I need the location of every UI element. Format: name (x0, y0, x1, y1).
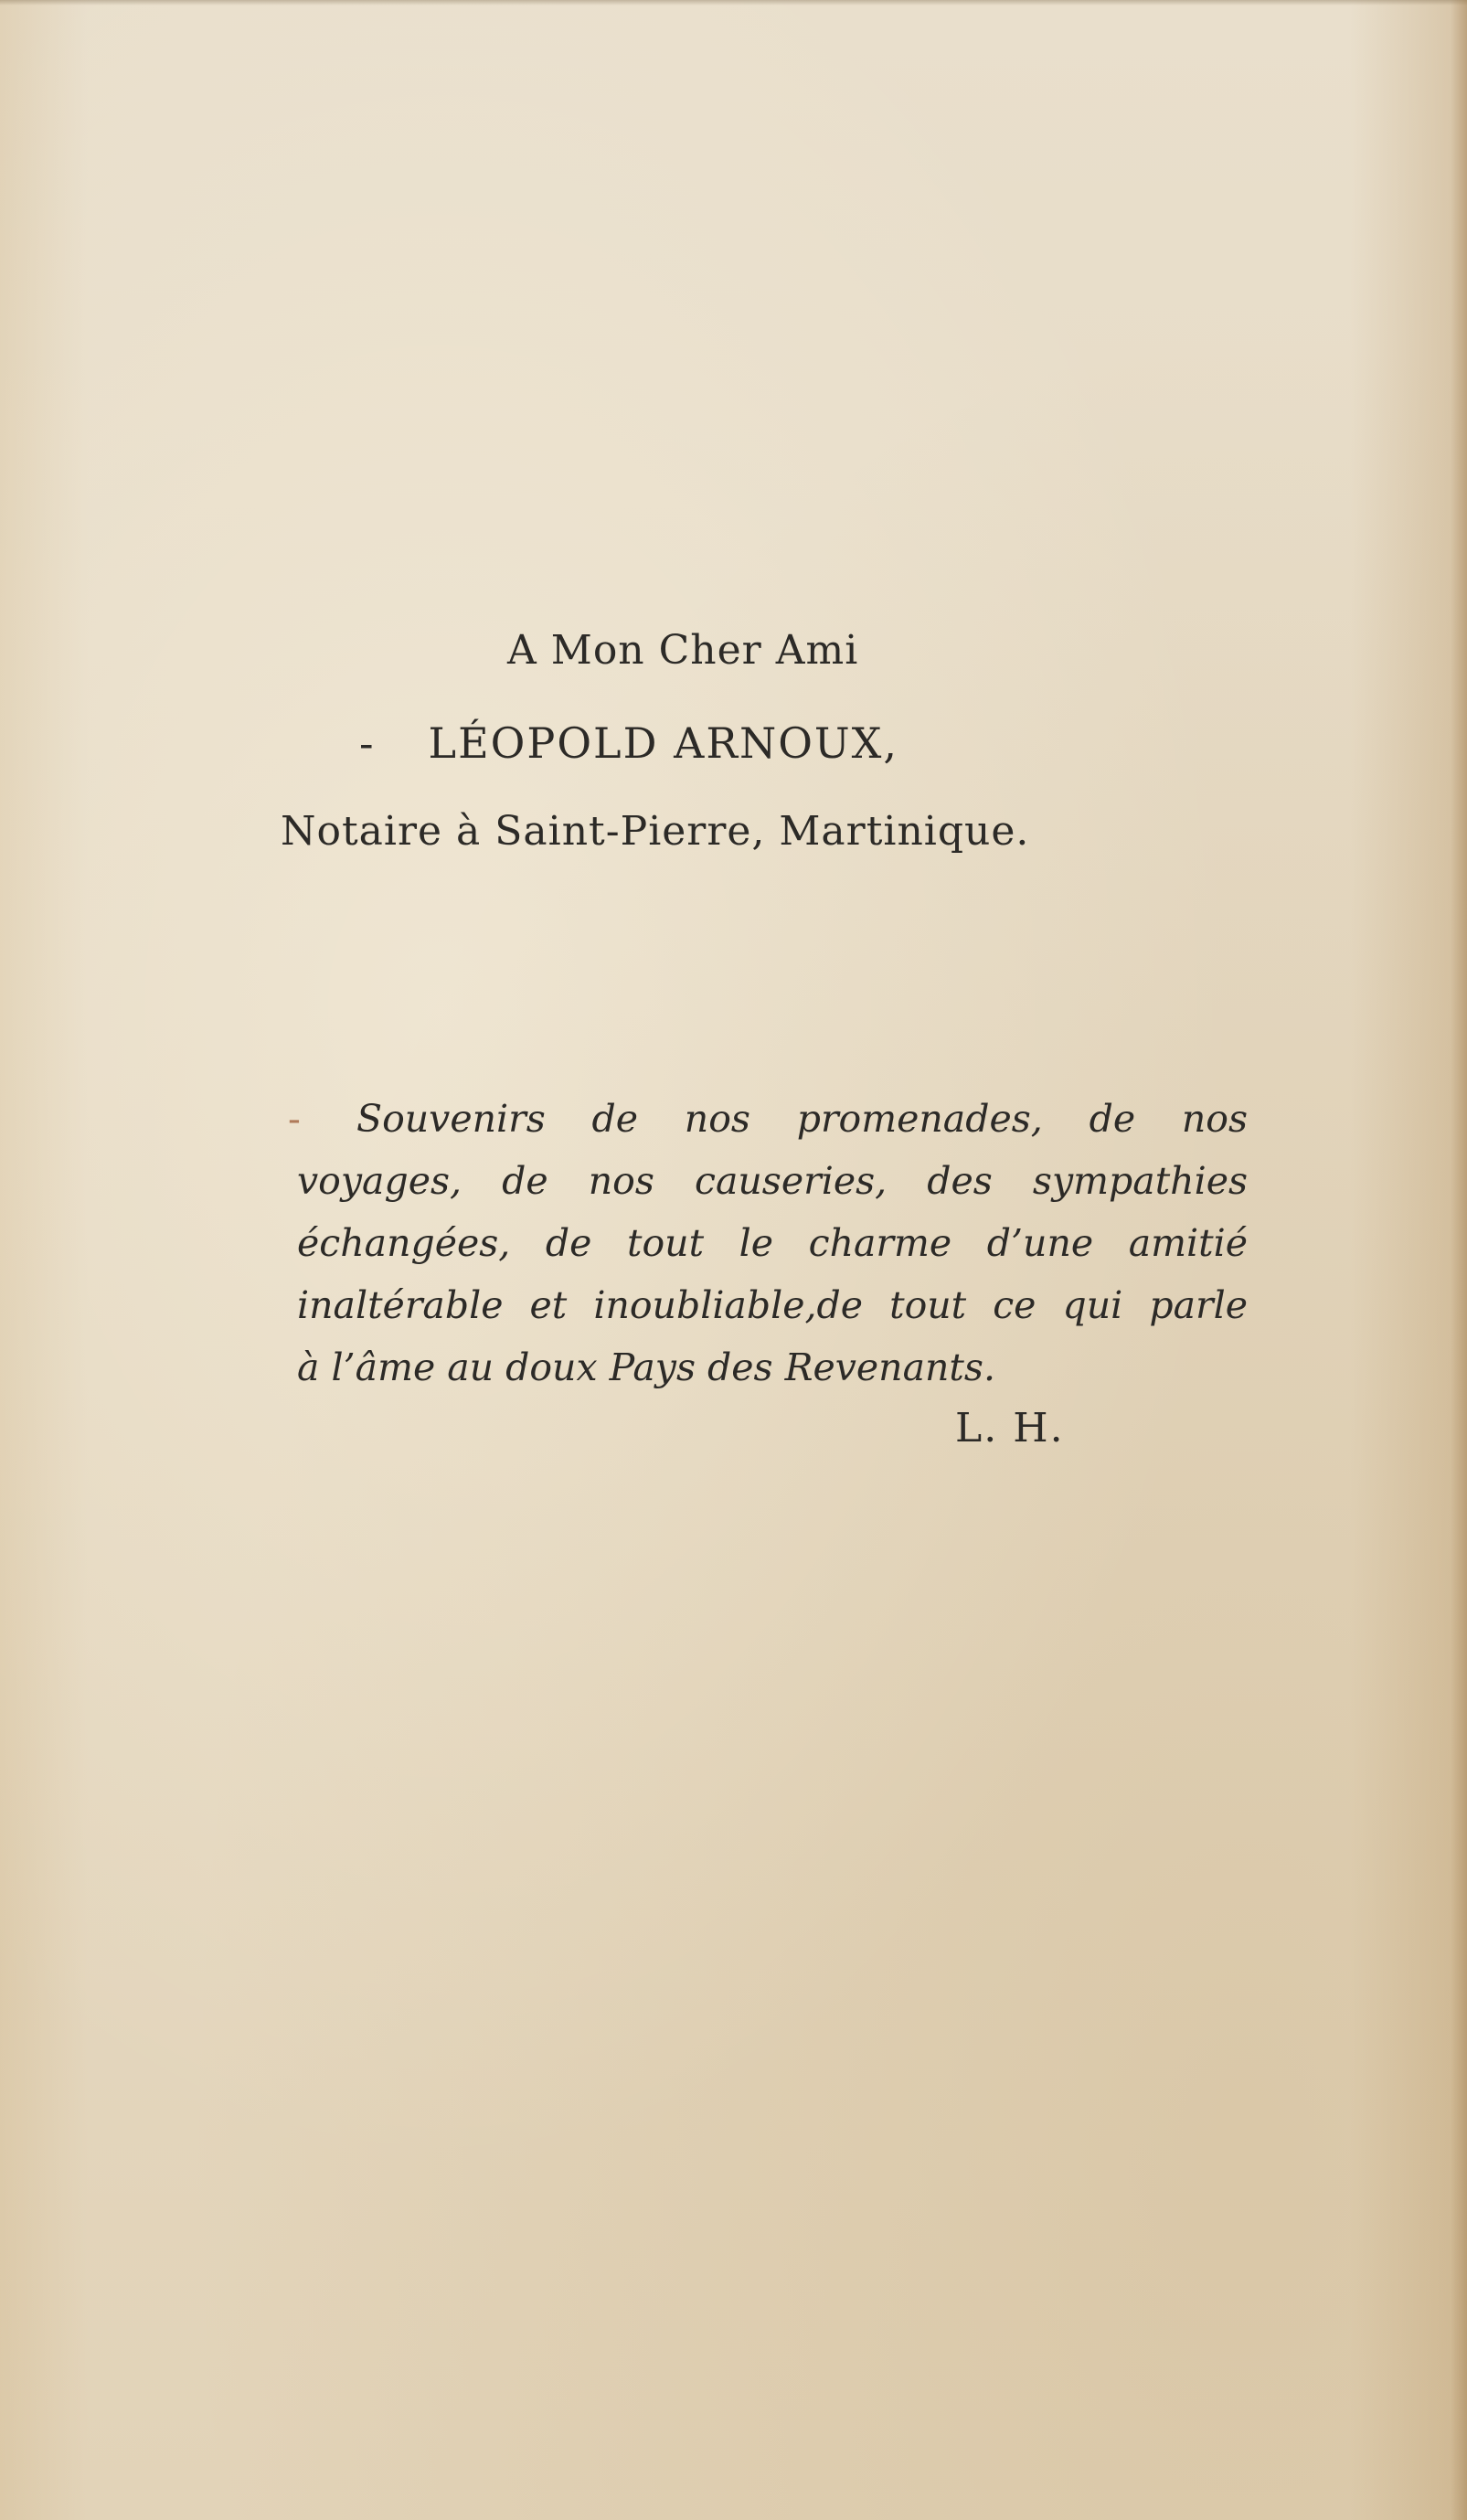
dedication-text (288, 1088, 1248, 1398)
dedication-line-2: voyages, de nos causeries, des sympathies (297, 1159, 1248, 1203)
dedication-line-1: Souvenirs de nos promenades, de nos (356, 1097, 1248, 1141)
signature-initials: L. H. (955, 1405, 1065, 1451)
dedicatee-title: Notaire à Saint-Pierre, Martinique. (281, 808, 1030, 855)
dedicatee-dash: - (359, 718, 376, 768)
dedicatee-name: LÉOPOLD ARNOUX, (428, 718, 899, 768)
dedication-line-4: inaltérable et inoubliable,de tout ce qui parle (297, 1283, 1248, 1327)
dedicatee-name-line (359, 718, 898, 768)
dedication-dash: - (288, 1097, 301, 1141)
page-top-edge (0, 0, 1467, 5)
page-right-edge (1451, 0, 1467, 2520)
dedication-line-5: à l’âme au doux Pays des Revenants. (297, 1345, 995, 1389)
dedication-salutation: A Mon Cher Ami (507, 627, 859, 674)
dedication-line-3: échangées, de tout le charme d’une amitié (297, 1221, 1248, 1265)
